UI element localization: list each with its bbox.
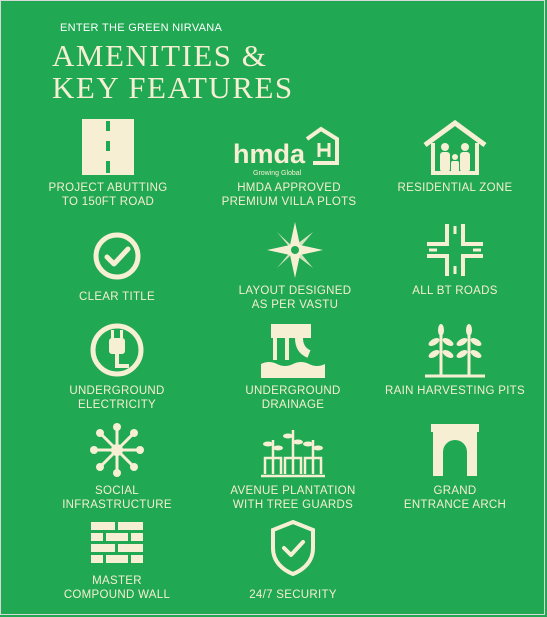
compass-icon bbox=[255, 220, 335, 280]
home-family-icon bbox=[415, 117, 495, 177]
feature-compound-wall bbox=[32, 518, 202, 602]
feature-label: GRAND ENTRANCE ARCH bbox=[403, 485, 507, 511]
shield-check-icon bbox=[253, 518, 333, 578]
feature-label: RAIN HARVESTING PITS bbox=[385, 385, 525, 397]
feature-avenue-plantation bbox=[208, 420, 378, 512]
feature-label: ALL BT ROADS bbox=[412, 285, 498, 297]
feature-label: AVENUE PLANTATION WITH TREE GUARDS bbox=[230, 485, 356, 511]
feature-label: CLEAR TITLE bbox=[79, 291, 155, 303]
tree-guard-icon bbox=[253, 420, 333, 480]
page-title bbox=[52, 40, 294, 104]
title-line-2: KEY FEATURES bbox=[52, 70, 294, 105]
hmda-tagline: Growing Global bbox=[253, 170, 302, 177]
pipe-drain-icon bbox=[253, 320, 333, 380]
feature-social-infra bbox=[32, 420, 202, 512]
road-icon bbox=[68, 117, 148, 177]
feature-electricity bbox=[32, 320, 202, 412]
feature-label: PROJECT ABUTTING TO 150FT ROAD bbox=[48, 182, 168, 208]
feature-label: UNDERGROUND ELECTRICITY bbox=[69, 385, 165, 411]
crossroads-icon bbox=[415, 220, 495, 280]
feature-label: SOCIAL INFRASTRUCTURE bbox=[62, 485, 172, 511]
feature-road bbox=[23, 117, 193, 209]
hmda-logo bbox=[229, 117, 349, 177]
check-circle-icon bbox=[77, 226, 157, 286]
feature-label: MASTER COMPOUND WALL bbox=[63, 575, 171, 601]
network-icon bbox=[77, 420, 157, 480]
feature-label: 24/7 SECURITY bbox=[249, 589, 337, 601]
eyebrow-text: ENTER THE GREEN NIRVANA bbox=[60, 22, 223, 34]
feature-bt-roads bbox=[370, 220, 540, 298]
feature-label: HMDA APPROVED PREMIUM VILLA PLOTS bbox=[221, 182, 357, 208]
svg-text:hmda: hmda bbox=[233, 139, 306, 169]
feature-hmda bbox=[204, 117, 374, 209]
feature-vastu bbox=[210, 220, 380, 312]
feature-label: LAYOUT DESIGNED AS PER VASTU bbox=[238, 285, 352, 311]
arch-icon bbox=[415, 420, 495, 480]
brick-wall-icon bbox=[77, 518, 157, 570]
feature-label: UNDERGROUND DRAINAGE bbox=[245, 385, 341, 411]
title-line-1: AMENITIES & bbox=[52, 38, 268, 73]
plug-icon bbox=[77, 320, 157, 380]
feature-entrance-arch bbox=[370, 420, 540, 512]
feature-clear-title bbox=[32, 226, 202, 304]
feature-label: RESIDENTIAL ZONE bbox=[397, 182, 513, 194]
feature-drainage bbox=[208, 320, 378, 412]
feature-security bbox=[208, 518, 378, 602]
feature-rain-harvesting bbox=[370, 320, 540, 398]
plants-icon bbox=[415, 320, 495, 380]
feature-residential bbox=[370, 117, 540, 195]
